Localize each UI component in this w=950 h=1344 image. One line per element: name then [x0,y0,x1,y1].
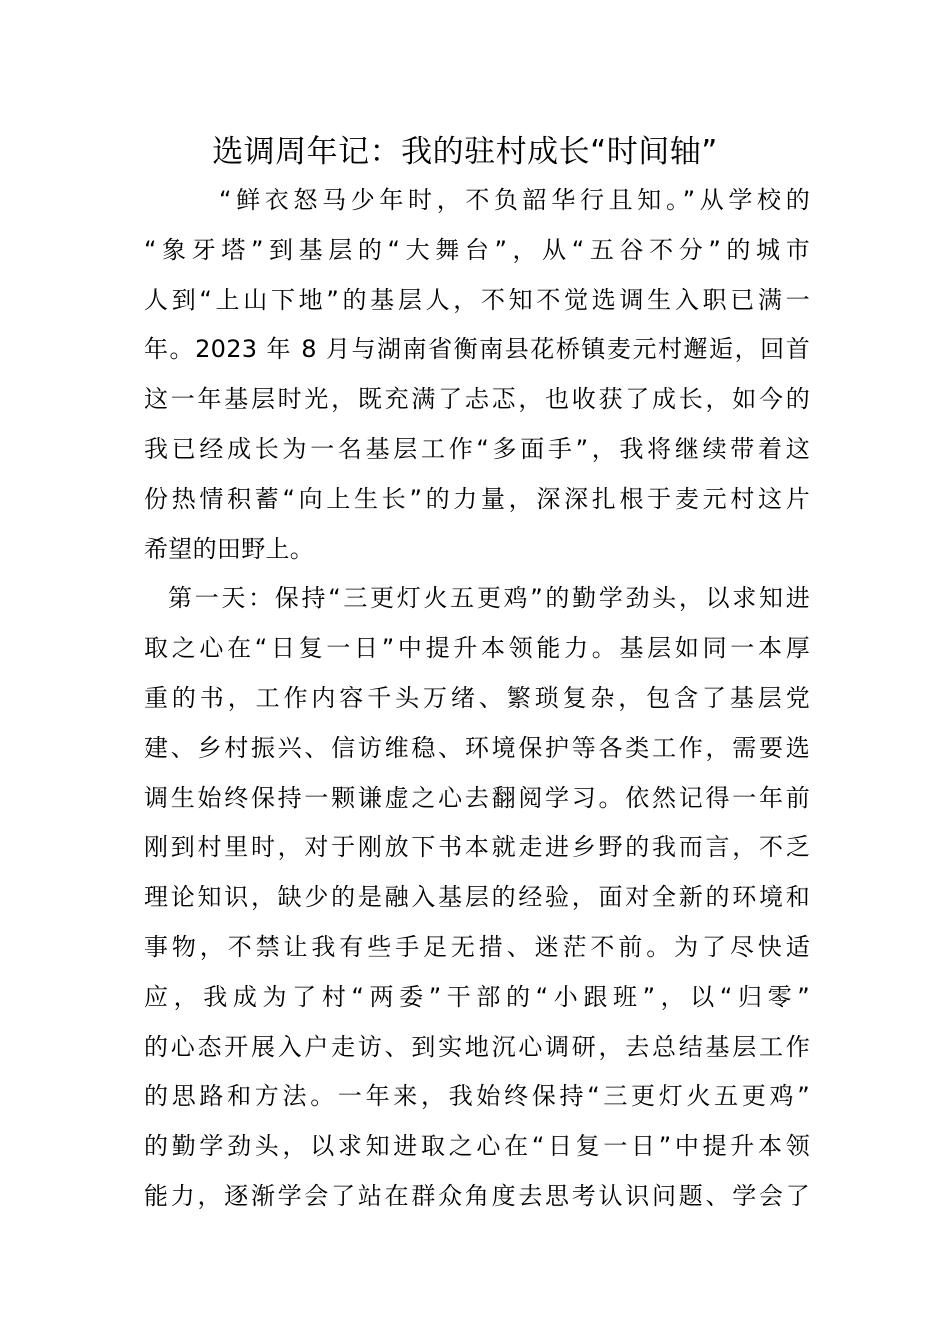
text-line: 的心态开展入户走访、到实地沉心调研，去总结基层工作 [144,1032,810,1061]
text-line: 我已经成长为一名基层工作“多面手”，我将继续带着这 [144,434,810,463]
text-line: 的勤学劲头，以求知进取之心在“日复一日”中提升本领 [144,1132,810,1161]
text-line: “象牙塔”到基层的“大舞台”，从“五谷不分”的城市 [144,235,810,264]
text-line: 能力，逐渐学会了站在群众角度去思考认识问题、学会了 [144,1181,810,1210]
text-line: 份热情积蓄“向上生长”的力量，深深扎根于麦元村这片 [144,484,810,513]
text-line: 应，我成为了村“两委”干部的“小跟班”，以“归零” [144,982,810,1011]
document-body [144,176,810,1222]
paragraph-2 [144,574,810,1221]
text-line: 的思路和方法。一年来，我始终保持“三更灯火五更鸡” [144,1082,810,1111]
text-line: 人到“上山下地”的基层人，不知不觉选调生入职已满一 [144,285,810,314]
text-line: 事物，不禁让我有些手足无措、迷茫不前。为了尽快适 [144,932,810,961]
text-line: 年。2023 年 8 月与湖南省衡南县花桥镇麦元村邂逅，回首 [144,335,810,364]
text-line: 第一天：保持“三更灯火五更鸡”的勤学劲头，以求知进 [168,584,810,613]
text-line: 调生始终保持一颗谦虚之心去翻阅学习。依然记得一年前 [144,783,810,812]
text-line: 取之心在“日复一日”中提升本领能力。基层如同一本厚 [144,634,810,663]
text-line: 这一年基层时光，既充满了忐忑，也收获了成长，如今的 [144,385,810,414]
text-line: 建、乡村振兴、信访维稳、环境保护等各类工作，需要选 [144,733,810,762]
text-line: 重的书，工作内容千头万绪、繁琐复杂，包含了基层党 [144,683,810,712]
text-line: 希望的田野上。 [144,534,315,563]
paragraph-1 [144,176,810,574]
document-title: 选调周年记：我的驻村成长“时间轴” [212,134,718,170]
text-line: 理论知识，缺少的是融入基层的经验，面对全新的环境和 [144,883,810,912]
text-line: 刚到村里时，对于刚放下书本就走进乡野的我而言，不乏 [144,833,810,862]
text-line: “鲜衣怒马少年时，不负韶华行且知。”从学校的 [219,186,810,214]
